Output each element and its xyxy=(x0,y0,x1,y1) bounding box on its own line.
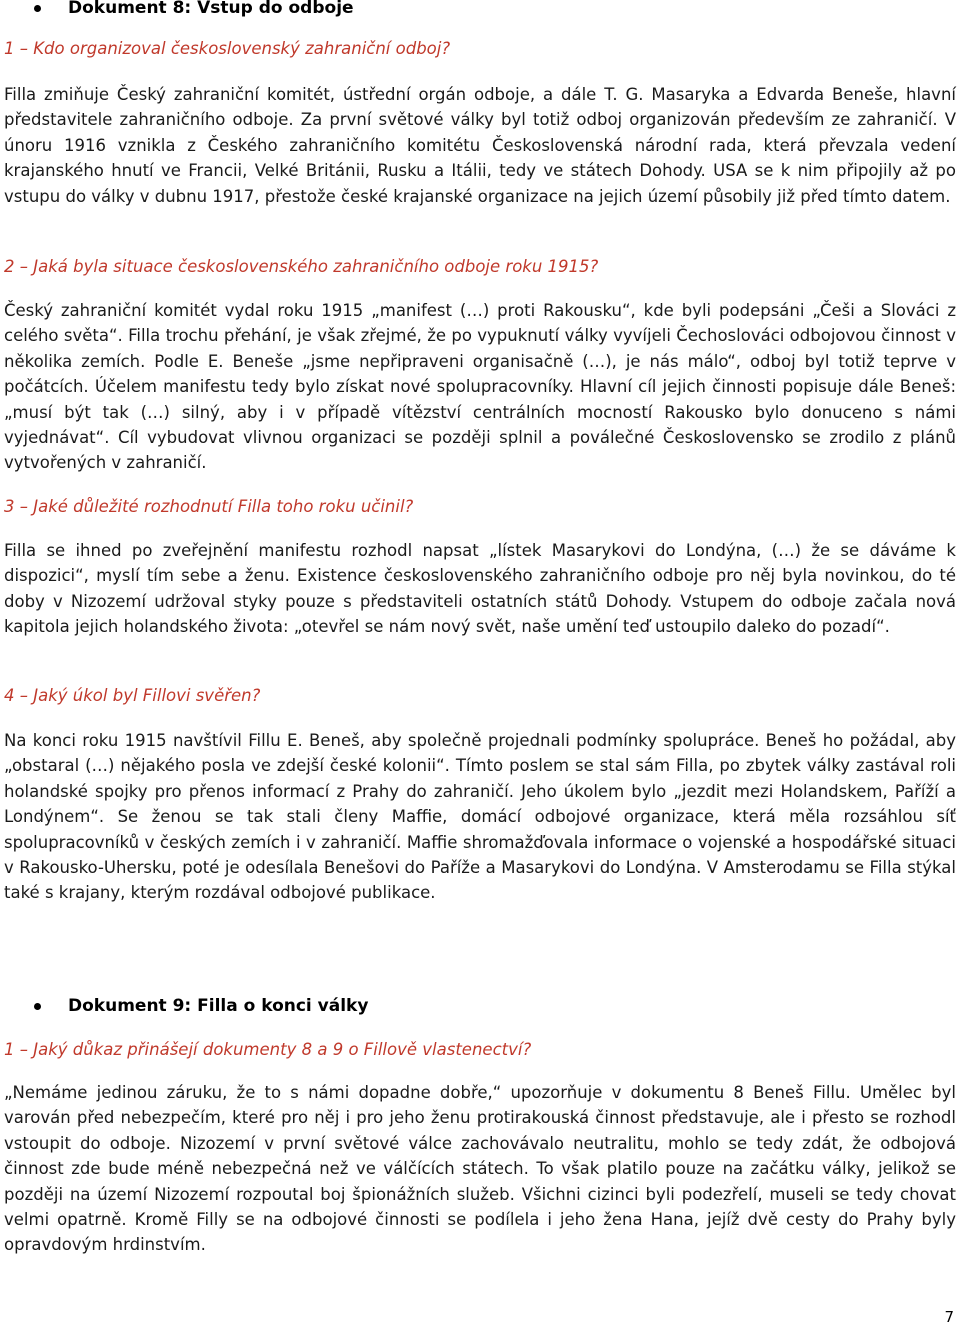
doc8-question-1: 1 – Kdo organizoval československý zahraniční odboj? xyxy=(4,39,451,58)
doc8-paragraph-3: Filla se ihned po zveřejnění manifestu rozhodl napsat „lístek Masarykovi do Londýna, (…) že se dáváme k dispozici“, myslí tím sebe a ženu. Existence československého zahraničního odboje pro něj byla novinkou, do té doby v Nizozemí udržoval styky pouze s představiteli ostatních států Dohody. Vstupem do odboje začala nová kapitola jejich holandského života: „otevřel se nám nový svět, naše umění teď ustoupilo daleko do pozadí“. xyxy=(4,541,956,637)
doc8-question-2: 2 – Jaká byla situace československého zahraničního odboje roku 1915? xyxy=(4,257,599,276)
doc8-heading: Dokument 8: Vstup do odboje xyxy=(4,0,960,21)
doc8-question-3: 3 – Jaké důležité rozhodnutí Filla toho roku učinil? xyxy=(4,497,414,516)
page-number: 7 xyxy=(944,1308,954,1326)
doc8-paragraph-4: Na konci roku 1915 navštívil Fillu E. Beneš, aby společně projednali podmínky spolupráce. Beneš ho požádal, aby „obstaral (…) nějakého posla ve zdejší české kolonii“. Tímto poslem se stal sám Filla, po zbytek války zastával roli holandské spojky pro přenos informací z Prahy do zahraničí. Jeho úkolem bylo „jezdit mezi Holandskem, Paříží a Londýnem“. Se ženou se tak stali členy Maffie, domácí odbojové organizace, která měla rozsáhlou síť spolupracovníků v českých zemích i v zahraničí. Maffie shromažďovala informace o vojenské a hospodářské situaci v Rakousko-Uhersku, poté je odesílala Benešovi do Paříže a Masarykovi do Londýna. V Amsterodamu se Filla stýkal také s krajany, kterým rozdával odbojové publikace. xyxy=(4,731,956,903)
doc9-paragraph-1: „Nemáme jedinou záruku, že to s námi dopadne dobře,“ upozorňuje v dokumentu 8 Beneš Fillu. Umělec byl varován před nebezpečím, které pro něj i pro jeho ženu protirakouská činnost představuje, ale i přesto se rozhodl vstoupit do odboje. Nizozemí v první světové válce zachovávalo neutralitu, mohlo se tedy zdát, že odbojová činnost zde bude méně nebezpečná než ve válčících státech. To však platilo pouze na začátku války, jelikož se později na území Nizozemí rozpoutal boj špionážních služeb. Všichni cizinci byli podezřelí, museli se tedy chovat velmi opatrně. Kromě Filly se na odbojové činnosti se podílela i jeho žena Hana, jejíž dvě cesty do Prahy byly opravdovým hrdinstvím. xyxy=(4,1083,956,1255)
doc9-question-1: 1 – Jaký důkaz přinášejí dokumenty 8 a 9 o Fillově vlastenectví? xyxy=(4,1040,532,1059)
bullet-icon xyxy=(34,5,41,12)
doc8-paragraph-1: Filla zmiňuje Český zahraniční komitét, ústřední orgán odboje, a dále T. G. Masaryka a Edvarda Beneše, hlavní představitele zahraničního odboje. Za první světové války byl totiž odboj organizován především ze zahraničí. V únoru 1916 vznikla z Českého zahraničního komitétu Československá národní rada, která převzala vedení krajanského hnutí ve Francii, Velké Británii, Rusku a Itálii, tedy ve státech Dohody. USA se k nim připojily až po vstupu do války v dubnu 1917, přestože české krajanské organizace na jejich území působily již před tímto datem. xyxy=(4,85,956,206)
doc8-question-4: 4 – Jaký úkol byl Fillovi svěřen? xyxy=(4,686,261,705)
doc8-paragraph-2: Český zahraniční komitét vydal roku 1915 „manifest (…) proti Rakousku“, kde byli podepsáni „Češi a Slováci z celého světa“. Filla trochu přehání, je však zřejmé, že po vypuknutí války vyvíjeli Čechoslováci odbojovou činnost v několika zemích. Podle E. Beneše „jsme nepřipraveni organisačně (…), je nás málo“, odboj byl totiž teprve v počátcích. Účelem manifestu tedy bylo získat nové spolupracovníky. Hlavní cíl jejich činnosti popisuje dále Beneš: „musí být tak (…) silný, aby i v případě vítězství centrálních mocností Rakousko bylo donuceno s námi vyjednávat“. Cíl vybudovat vlivnou organizaci se později splnil a poválečné Československo se zrodilo z plánů vytvořených v zahraničí. xyxy=(4,301,956,473)
bullet-icon xyxy=(34,1003,41,1010)
doc9-heading: Dokument 9: Filla o konci války xyxy=(4,993,960,1019)
